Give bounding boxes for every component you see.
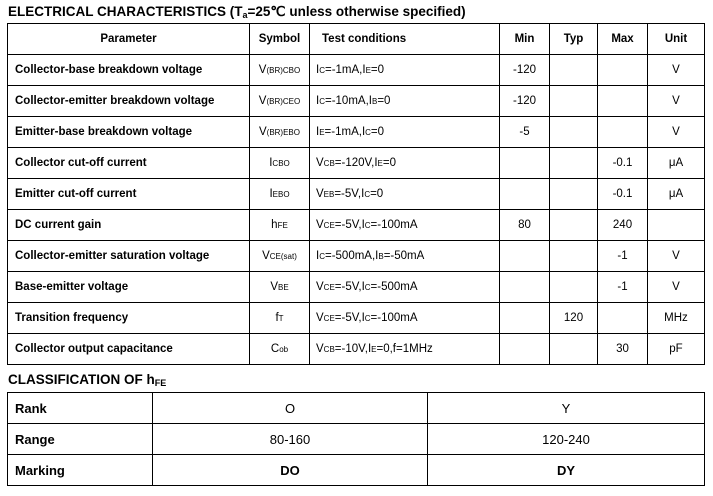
max-cell: 240 — [598, 210, 648, 241]
condition-var: V — [316, 188, 324, 200]
symbol-subscript: BE — [278, 283, 289, 292]
condition-var: I — [316, 95, 320, 107]
unit-cell: MHz — [648, 303, 705, 334]
unit-cell: μA — [648, 179, 705, 210]
table-row — [8, 148, 705, 179]
condition-subscript: C — [365, 128, 371, 137]
condition-value: =-10V, — [334, 343, 368, 355]
condition-subscript: EB — [323, 190, 335, 199]
condition-subscript: CB — [323, 159, 335, 168]
unit-cell: pF — [648, 334, 705, 365]
range-value-o: 80-160 — [153, 424, 428, 455]
min-cell — [500, 241, 550, 272]
electrical-characteristics-title: ELECTRICAL CHARACTERISTICS ($T_a=25℃$ unless otherwise specified) — [8, 4, 466, 20]
condition-subscript: C — [319, 97, 325, 106]
condition-value: =-1mA, — [324, 126, 362, 138]
symbol-cell — [250, 55, 310, 86]
symbol-main: V — [258, 95, 267, 107]
symbol-cell — [250, 179, 310, 210]
range-value-y: 120-240 — [428, 424, 705, 455]
condition-var: I — [368, 95, 372, 107]
table-row — [8, 272, 705, 303]
typ-cell — [550, 55, 598, 86]
condition-var: I — [361, 312, 365, 324]
condition-subscript: C — [364, 221, 371, 230]
symbol-cell — [250, 117, 310, 148]
rank-value-y: Y — [428, 393, 705, 424]
condition-subscript: C — [364, 314, 371, 323]
unit-cell: V — [648, 86, 705, 117]
condition-var: I — [375, 250, 379, 262]
parameter-cell: Emitter cut-off current — [8, 179, 250, 210]
test-conditions-cell — [310, 241, 500, 272]
symbol-main: V — [258, 64, 267, 76]
test-conditions-cell — [310, 117, 500, 148]
max-cell: -0.1 — [598, 148, 648, 179]
parameter-cell: Collector cut-off current — [8, 148, 250, 179]
classification-title: CLASSIFICATION OF $h_{FE}$ — [8, 372, 167, 388]
condition-var: V — [316, 157, 324, 169]
condition-subscript: C — [364, 283, 371, 292]
max-cell: -1 — [598, 241, 648, 272]
min-cell: -120 — [500, 86, 550, 117]
max-cell: -0.1 — [598, 179, 648, 210]
unit-cell: V — [648, 117, 705, 148]
header-test-conditions: Test conditions — [310, 24, 500, 55]
condition-var: I — [361, 126, 366, 138]
parameter-cell: Transition frequency — [8, 303, 250, 334]
test-conditions-cell — [310, 334, 500, 365]
range-label: Range — [8, 424, 153, 455]
test-conditions-cell — [310, 148, 500, 179]
parameter-cell: Emitter-base breakdown voltage — [8, 117, 250, 148]
min-cell: 80 — [500, 210, 550, 241]
symbol-subscript: CE(sat) — [269, 252, 297, 261]
condition-var: I — [361, 188, 365, 200]
condition-value: =-500mA — [370, 281, 418, 293]
typ-cell — [550, 86, 598, 117]
marking-value-y: DY — [428, 455, 705, 486]
table-row — [8, 334, 705, 365]
rank-value-o: O — [153, 393, 428, 424]
test-conditions-cell — [310, 86, 500, 117]
typ-cell — [550, 210, 598, 241]
table-row — [8, 303, 705, 334]
condition-var: I — [316, 250, 320, 262]
header-min: Min — [500, 24, 550, 55]
condition-value: =0 — [370, 64, 385, 76]
condition-subscript: CE — [323, 283, 335, 292]
condition-var: V — [316, 281, 324, 293]
condition-value: =-100mA — [370, 219, 418, 231]
condition-var: I — [361, 219, 365, 231]
condition-subscript: B — [378, 252, 384, 261]
condition-value: =-500mA, — [324, 250, 376, 262]
table-row — [8, 117, 705, 148]
condition-subscript: E — [371, 345, 377, 354]
symbol-main: I — [269, 188, 273, 200]
typ-cell — [550, 179, 598, 210]
max-cell — [598, 117, 648, 148]
test-conditions-cell — [310, 272, 500, 303]
typ-cell — [550, 272, 598, 303]
unit-cell: V — [648, 55, 705, 86]
symbol-main: C — [270, 343, 280, 355]
condition-subscript: E — [365, 66, 371, 75]
table-row — [8, 210, 705, 241]
condition-subscript: C — [319, 66, 325, 75]
symbol-subscript: FE — [277, 221, 288, 230]
symbol-main: I — [269, 157, 273, 169]
condition-value: =-5V, — [334, 312, 362, 324]
symbol-cell — [250, 303, 310, 334]
condition-value: =-1mA, — [324, 64, 363, 76]
symbol-main: V — [262, 250, 270, 262]
condition-value: =0 — [370, 188, 384, 200]
parameter-cell: Collector-emitter breakdown voltage — [8, 86, 250, 117]
max-cell — [598, 303, 648, 334]
condition-value: =-5V, — [334, 281, 362, 293]
symbol-subscript: EBO — [272, 190, 290, 199]
symbol-cell — [250, 272, 310, 303]
parameter-cell: Collector-emitter saturation voltage — [8, 241, 250, 272]
condition-var: I — [316, 64, 320, 76]
symbol-subscript: (BR)CBO — [266, 66, 301, 75]
condition-var: V — [316, 343, 324, 355]
test-conditions-cell — [310, 303, 500, 334]
header-typ: Typ — [550, 24, 598, 55]
condition-value: =-5V, — [334, 188, 362, 200]
condition-subscript: CB — [323, 345, 335, 354]
parameter-cell: Collector output capacitance — [8, 334, 250, 365]
table-row — [8, 55, 705, 86]
parameter-cell: Base-emitter voltage — [8, 272, 250, 303]
electrical-characteristics-table — [7, 23, 705, 365]
typ-cell — [550, 117, 598, 148]
condition-value: =0 — [370, 126, 385, 138]
condition-var: I — [374, 157, 378, 169]
table-row — [8, 179, 705, 210]
rank-label: Rank — [8, 393, 153, 424]
symbol-cell — [250, 210, 310, 241]
condition-value: =-5V, — [334, 219, 362, 231]
header-symbol: Symbol — [250, 24, 310, 55]
condition-value: =-100mA — [370, 312, 418, 324]
condition-value: =-120V, — [334, 157, 375, 169]
condition-value: =-50mA — [383, 250, 425, 262]
typ-cell — [550, 148, 598, 179]
typ-cell — [550, 334, 598, 365]
marking-value-o: DO — [153, 455, 428, 486]
symbol-subscript: CBO — [272, 159, 290, 168]
condition-var: V — [316, 312, 324, 324]
symbol-main: V — [270, 281, 278, 293]
max-cell: 30 — [598, 334, 648, 365]
header-max: Max — [598, 24, 648, 55]
typ-cell — [550, 241, 598, 272]
symbol-main: h — [271, 219, 278, 231]
min-cell — [500, 179, 550, 210]
marking-label: Marking — [8, 455, 153, 486]
condition-subscript: CE — [323, 314, 335, 323]
classification-table — [7, 392, 705, 486]
header-unit: Unit — [648, 24, 705, 55]
min-cell: -120 — [500, 55, 550, 86]
condition-var: I — [367, 343, 372, 355]
condition-var: V — [316, 219, 324, 231]
table-row — [8, 86, 705, 117]
min-cell — [500, 272, 550, 303]
symbol-subscript: (BR)EBO — [266, 128, 300, 137]
range-row — [8, 424, 705, 455]
condition-value: =0,f=1MHz — [376, 343, 433, 355]
condition-subscript: C — [364, 190, 371, 199]
symbol-cell — [250, 241, 310, 272]
symbol-main: V — [258, 126, 267, 138]
condition-subscript: C — [319, 252, 325, 261]
max-cell — [598, 55, 648, 86]
header-parameter: Parameter — [8, 24, 250, 55]
test-conditions-cell — [310, 210, 500, 241]
condition-subscript: E — [319, 128, 325, 137]
parameter-cell: Collector-base breakdown voltage — [8, 55, 250, 86]
test-conditions-cell — [310, 179, 500, 210]
unit-cell: μA — [648, 148, 705, 179]
unit-cell — [648, 210, 705, 241]
symbol-cell — [250, 86, 310, 117]
condition-var: I — [361, 281, 365, 293]
max-cell: -1 — [598, 272, 648, 303]
table-row — [8, 241, 705, 272]
min-cell — [500, 303, 550, 334]
max-cell — [598, 86, 648, 117]
symbol-cell — [250, 334, 310, 365]
condition-var: I — [362, 64, 366, 76]
test-conditions-cell — [310, 55, 500, 86]
unit-cell: V — [648, 241, 705, 272]
condition-subscript: CE — [323, 221, 335, 230]
symbol-subscript: ob — [279, 345, 289, 354]
condition-var: I — [316, 126, 320, 138]
marking-row — [8, 455, 705, 486]
min-cell: -5 — [500, 117, 550, 148]
typ-cell: 120 — [550, 303, 598, 334]
table-header-row — [8, 24, 705, 55]
symbol-subscript: T — [278, 314, 284, 323]
symbol-subscript: (BR)CEO — [266, 97, 301, 106]
symbol-main: f — [275, 312, 279, 324]
condition-subscript: E — [377, 159, 383, 168]
unit-cell: V — [648, 272, 705, 303]
parameter-cell: DC current gain — [8, 210, 250, 241]
min-cell — [500, 148, 550, 179]
condition-value: =0 — [382, 157, 397, 169]
condition-subscript: B — [371, 97, 378, 106]
min-cell — [500, 334, 550, 365]
condition-value: =-10mA, — [324, 95, 369, 107]
rank-row — [8, 393, 705, 424]
symbol-cell — [250, 148, 310, 179]
condition-value: =0 — [377, 95, 391, 107]
